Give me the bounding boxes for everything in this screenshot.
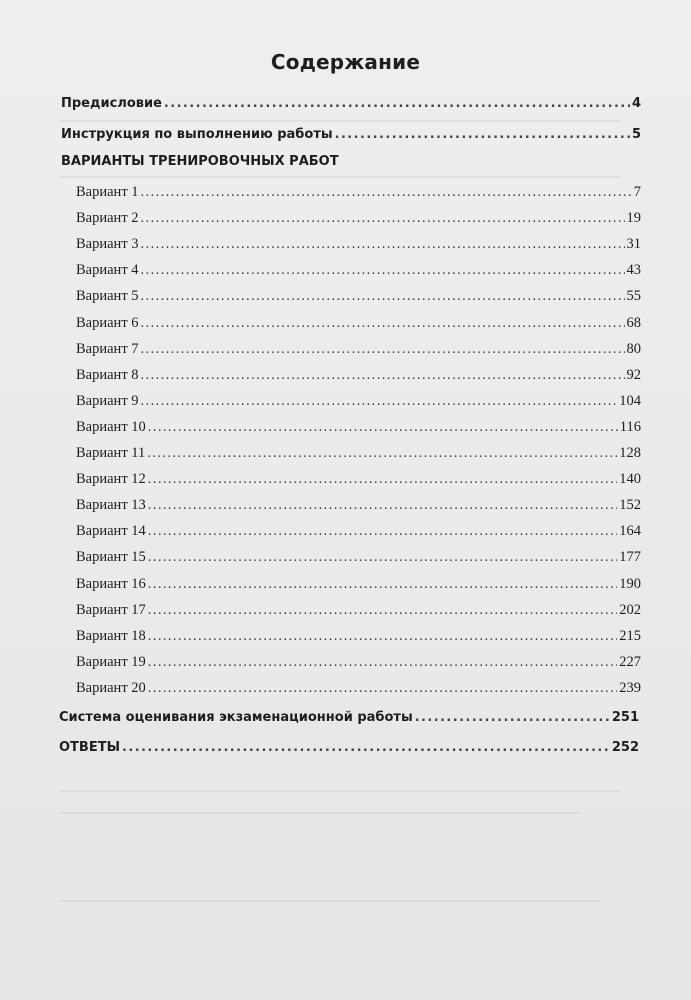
dot-leader (141, 286, 625, 306)
toc-entry-variant[interactable] (76, 469, 641, 489)
toc-page-number: 104 (619, 393, 641, 409)
dot-leader (148, 417, 618, 437)
toc-entry-label: Вариант 1 (76, 184, 139, 200)
toc-entry-variant[interactable] (76, 208, 641, 228)
toc-page-number: 251 (611, 710, 639, 725)
dot-leader (148, 626, 617, 646)
toc-entry-variant[interactable] (76, 495, 641, 515)
toc-entry-label: Вариант 11 (76, 445, 146, 461)
toc-entry-answers[interactable] (59, 738, 639, 758)
toc-entry-label: Вариант 10 (76, 419, 146, 435)
toc-entry-label: Вариант 14 (76, 523, 146, 539)
toc-page-number: 31 (626, 236, 641, 252)
toc-entry-variant[interactable] (76, 365, 641, 385)
dot-leader (148, 574, 617, 594)
toc-entry-label: Вариант 17 (76, 602, 146, 618)
toc-entry-label: Вариант 12 (76, 471, 146, 487)
toc-entry-variant[interactable] (76, 626, 641, 646)
dot-leader (148, 652, 617, 672)
toc-page-number: 239 (619, 680, 641, 696)
dot-leader (148, 678, 617, 698)
toc-page-number: 92 (626, 367, 641, 383)
toc-entry-label: Вариант 2 (76, 210, 139, 226)
toc-entry-label: Вариант 4 (76, 262, 139, 278)
toc-page-number: 5 (631, 127, 641, 142)
toc-entry-label: Инструкция по выполнению работы (61, 127, 333, 142)
toc-entry-label: Вариант 6 (76, 315, 139, 331)
toc-entry-label: Вариант 7 (76, 341, 139, 357)
dot-leader (148, 521, 617, 541)
toc-entry-label: Вариант 18 (76, 628, 146, 644)
toc-entry-preface[interactable] (61, 94, 641, 114)
dot-leader (147, 443, 617, 463)
dot-leader (141, 365, 625, 385)
toc-entry-variant[interactable] (76, 547, 641, 567)
toc-entry-label: Предисловие (61, 96, 162, 111)
toc-entry-variant[interactable] (76, 260, 641, 280)
toc-page-number: 55 (626, 288, 641, 304)
toc-entry-variant[interactable] (76, 678, 641, 698)
toc-entry-variant[interactable] (76, 574, 641, 594)
toc-entry-variant[interactable] (76, 417, 641, 437)
toc-page-number: 227 (619, 654, 641, 670)
toc-entry-label: Вариант 3 (76, 236, 139, 252)
toc-entry-variant[interactable] (76, 286, 641, 306)
toc-entry-label: ОТВЕТЫ (59, 740, 121, 755)
dot-leader (141, 391, 618, 411)
dot-leader (148, 495, 617, 515)
toc-page-number: 19 (626, 210, 641, 226)
toc-entry-variant[interactable] (76, 234, 641, 254)
page-title: Содержание (270, 50, 421, 74)
toc-entry-variant[interactable] (76, 391, 641, 411)
toc-entry-variant[interactable] (76, 600, 641, 620)
toc-entry-instructions[interactable] (61, 125, 641, 145)
dot-leader (141, 313, 625, 333)
dot-leader (141, 260, 625, 280)
toc-page-number: 128 (619, 445, 641, 461)
toc-entry-label: Вариант 13 (76, 497, 146, 513)
toc-entry-variant[interactable] (76, 652, 641, 672)
toc-entry-label: Вариант 5 (76, 288, 139, 304)
toc-entry-variant[interactable] (76, 521, 641, 541)
toc-page-number: 202 (619, 602, 641, 618)
toc-entry-label: Вариант 19 (76, 654, 146, 670)
toc-page-number: 152 (619, 497, 641, 513)
toc-page-number: 140 (619, 471, 641, 487)
dot-leader (122, 738, 610, 758)
toc-entry-variant[interactable] (76, 313, 641, 333)
dot-leader (148, 547, 617, 567)
toc-page-number: 7 (633, 184, 641, 200)
toc-page-number: 116 (619, 419, 641, 435)
toc-page-number: 215 (619, 628, 641, 644)
toc-page-number: 190 (619, 576, 641, 592)
dot-leader (141, 182, 632, 202)
dot-leader (415, 708, 610, 728)
dot-leader (148, 469, 617, 489)
toc-entry-label: Вариант 8 (76, 367, 139, 383)
dot-leader (335, 125, 630, 145)
toc-page-number: 252 (611, 740, 639, 755)
toc-entry-label: Вариант 9 (76, 393, 139, 409)
dot-leader (148, 600, 617, 620)
toc-entry-label: Вариант 16 (76, 576, 146, 592)
toc-entry-variant[interactable] (76, 443, 641, 463)
toc-page-number: 80 (626, 341, 641, 357)
dot-leader (141, 208, 625, 228)
toc-page-number: 68 (626, 315, 641, 331)
toc-page-number: 43 (626, 262, 641, 278)
toc-entry-label: Вариант 20 (76, 680, 146, 696)
dot-leader (141, 339, 625, 359)
toc-entry-label: Вариант 15 (76, 549, 146, 565)
toc-entry-variant[interactable] (76, 339, 641, 359)
dot-leader (164, 94, 630, 114)
toc-entry-grading[interactable] (59, 708, 639, 728)
toc-page-number: 164 (619, 523, 641, 539)
toc-page-number: 4 (631, 96, 641, 111)
section-heading: ВАРИАНТЫ ТРЕНИРОВОЧНЫХ РАБОТ (61, 154, 339, 169)
toc-entry-variant[interactable] (76, 182, 641, 202)
toc-entry-label: Система оценивания экзаменационной работы (59, 710, 413, 725)
toc-page-number: 177 (619, 549, 641, 565)
dot-leader (141, 234, 625, 254)
